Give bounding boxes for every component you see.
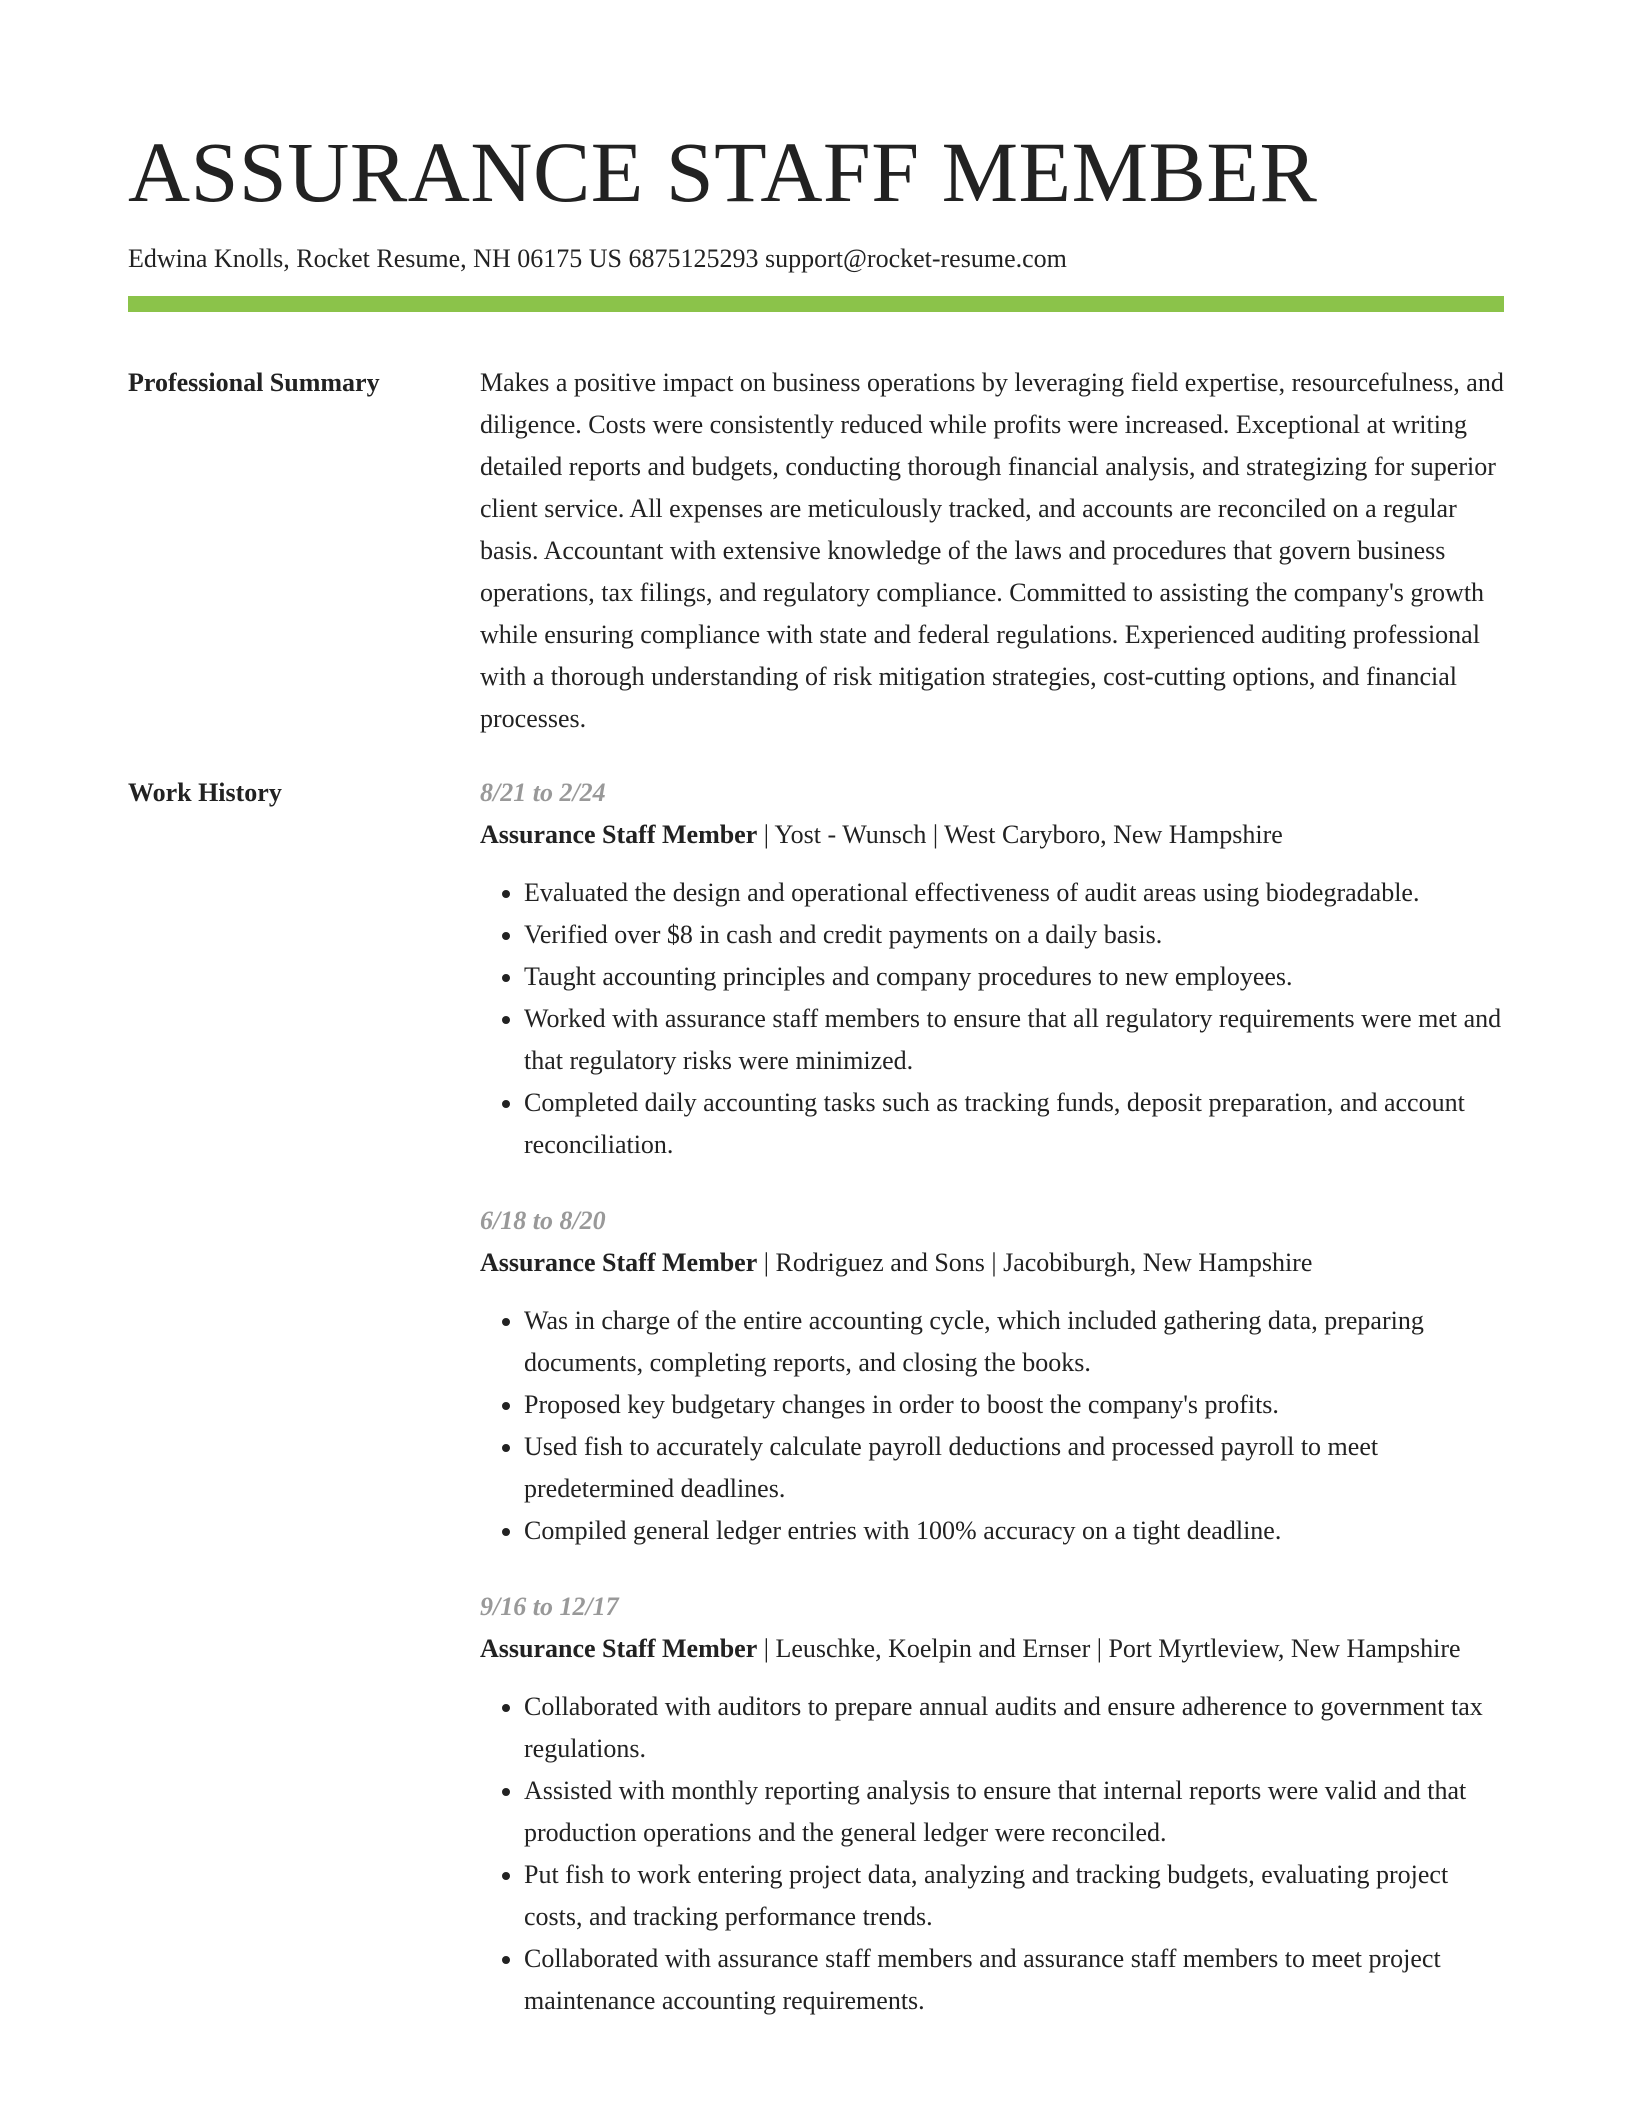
job-employer-location: | Yost - Wunsch | West Caryboro, New Hampshire [757, 820, 1283, 849]
job-title-line [480, 814, 1504, 856]
accent-divider [128, 296, 1504, 312]
summary-text: Makes a positive impact on business operations by leveraging field expertise, resourcefulness, and diligence. Costs were consistently reduced while profits were increased. Exceptional at writing detailed reports and budgets, conducting thorough financial analysis, and strategizing for superior client service. All expenses are meticulously tracked, and accounts are reconciled on a regular basis. Accountant with extensive knowledge of the laws and procedures that govern business operations, tax filings, and regulatory compliance. Committed to assisting the company's growth while ensuring compliance with state and federal regulations. Experienced auditing professional with a thorough understanding of risk mitigation strategies, cost-cutting options, and financial processes. [480, 368, 1504, 733]
job-bullet: • Worked with assurance staff members to ensure that all regulatory requirements were met and that regulatory risks were minimized. [524, 998, 1504, 1082]
job-bullet: • Verified over $8 in cash and credit payments on a daily basis. [524, 914, 1504, 956]
job-bullet: • Collaborated with auditors to prepare annual audits and ensure adherence to government tax regulations. [524, 1686, 1504, 1770]
job-dates: 6/18 to 8/20 [480, 1206, 606, 1235]
resume-title: ASSURANCE STAFF MEMBER [128, 124, 1318, 220]
job-title-line [480, 1628, 1504, 1670]
job-dates: 8/21 to 2/24 [480, 778, 606, 807]
job-bullet: • Was in charge of the entire accounting cycle, which included gathering data, preparing documents, completing reports, and closing the books. [524, 1300, 1504, 1384]
job-bullet: • Completed daily accounting tasks such as tracking funds, deposit preparation, and account reconciliation. [524, 1082, 1504, 1166]
job-bullet: • Assisted with monthly reporting analysis to ensure that internal reports were valid and that production operations and the general ledger were reconciled. [524, 1770, 1504, 1854]
job-bullet-list [480, 1686, 1504, 2022]
job-bullet: • Used fish to accurately calculate payroll deductions and processed payroll to meet predetermined deadlines. [524, 1426, 1504, 1510]
job-dates: 9/16 to 12/17 [480, 1592, 619, 1621]
job-entry [480, 1586, 1504, 2022]
section-label-professional-summary: Professional Summary [128, 368, 380, 397]
work-history-body [480, 772, 1504, 2056]
job-employer-location: | Rodriguez and Sons | Jacobiburgh, New Hampshire [757, 1248, 1313, 1277]
job-bullet-list [480, 872, 1504, 1166]
job-title: Assurance Staff Member [480, 1248, 758, 1277]
contact-line: Edwina Knolls, Rocket Resume, NH 06175 US 6875125293 support@rocket-resume.com [128, 244, 1067, 273]
summary-body [480, 362, 1504, 740]
job-entry [480, 1200, 1504, 1552]
job-title: Assurance Staff Member [480, 820, 758, 849]
job-bullet-list [480, 1300, 1504, 1552]
resume-page [128, 0, 1504, 2056]
job-bullet: • Evaluated the design and operational effectiveness of audit areas using biodegradable. [524, 872, 1504, 914]
section-label-work-history: Work History [128, 778, 282, 807]
job-entry [480, 772, 1504, 1166]
work-history-section [128, 772, 1504, 2056]
job-bullet: • Proposed key budgetary changes in order to boost the company's profits. [524, 1384, 1504, 1426]
job-bullet: • Compiled general ledger entries with 100% accuracy on a tight deadline. [524, 1510, 1504, 1552]
job-bullet: • Put fish to work entering project data, analyzing and tracking budgets, evaluating project costs, and tracking performance trends. [524, 1854, 1504, 1938]
professional-summary-section [128, 362, 1504, 740]
job-bullet: • Taught accounting principles and company procedures to new employees. [524, 956, 1504, 998]
job-title: Assurance Staff Member [480, 1634, 758, 1663]
job-bullet: • Collaborated with assurance staff members and assurance staff members to meet project maintenance accounting requirements. [524, 1938, 1504, 2022]
job-title-line [480, 1242, 1504, 1284]
job-employer-location: | Leuschke, Koelpin and Ernser | Port Myrtleview, New Hampshire [757, 1634, 1461, 1663]
